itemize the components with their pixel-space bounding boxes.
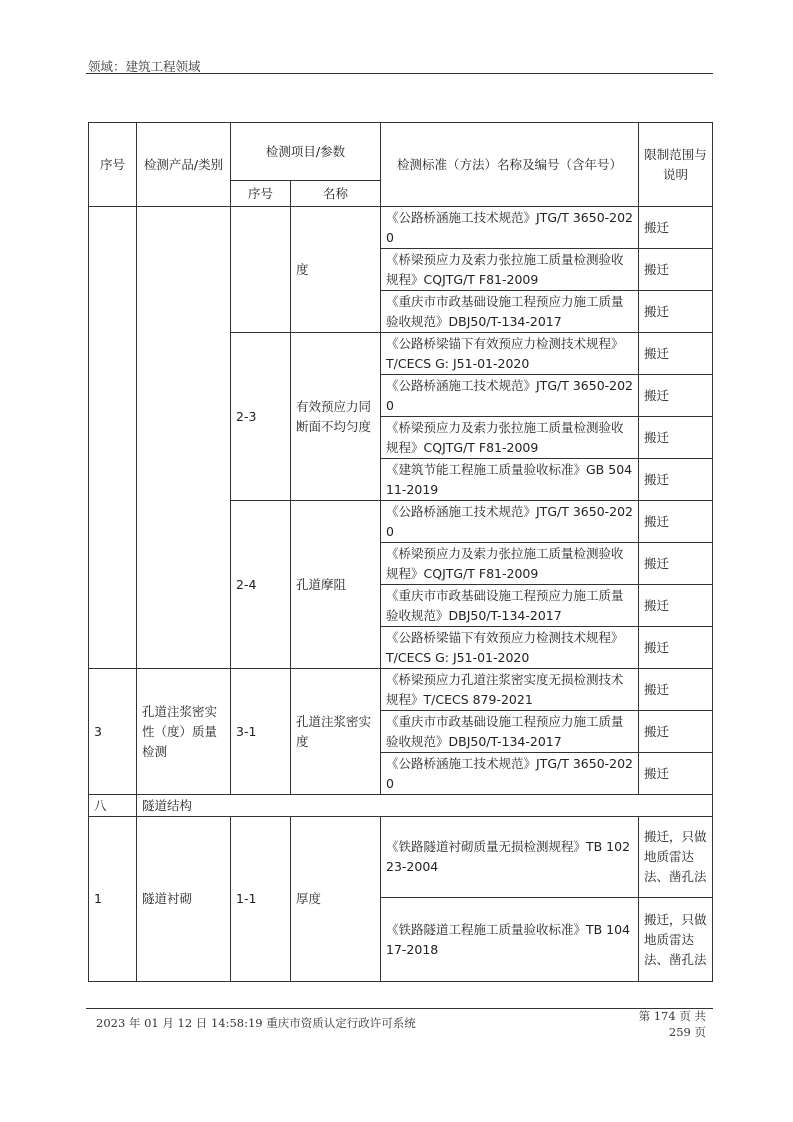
- table-cell-limit: 搬迁: [639, 669, 713, 711]
- table-cell-limit: 搬迁: [639, 627, 713, 669]
- table-cell-standard: 《铁路隧道工程施工质量验收标准》TB 10417-2018: [381, 898, 639, 982]
- table-cell-limit: 搬迁: [639, 417, 713, 459]
- table-cell-limit: 搬迁: [639, 585, 713, 627]
- table-cell-limit: 搬迁，只做地质雷达法、凿孔法: [639, 898, 713, 982]
- table-cell-standard: 《铁路隧道衬砌质量无损检测规程》TB 10223-2004: [381, 817, 639, 898]
- table-cell-limit: 搬迁，只做地质雷达法、凿孔法: [639, 817, 713, 898]
- header-standard: 检测标准（方法）名称及编号（含年号）: [381, 123, 639, 207]
- table-cell-item-name: 孔道注浆密实度: [291, 669, 381, 795]
- table-cell-limit: 搬迁: [639, 501, 713, 543]
- table-cell-standard: 《公路桥梁锚下有效预应力检测技术规程》T/CECS G: J51-01-2020: [381, 333, 639, 375]
- table-cell-item-name: 度: [291, 207, 381, 333]
- table-cell-item-seq: 1-1: [231, 817, 291, 982]
- table-cell-standard: 《重庆市市政基础设施工程预应力施工质量验收规范》DBJ50/T-134-2017: [381, 711, 639, 753]
- table-cell-standard: 《公路桥涵施工技术规范》JTG/T 3650-2020: [381, 375, 639, 417]
- section-title: 隧道结构: [137, 795, 713, 817]
- table-cell-item-seq: 3-1: [231, 669, 291, 795]
- header-item-seq: 序号: [231, 181, 291, 207]
- page-header-domain: 领域：建筑工程领域: [88, 59, 201, 74]
- table-cell-standard: 《公路桥涵施工技术规范》JTG/T 3650-2020: [381, 207, 639, 249]
- table-cell-seq: 3: [89, 669, 137, 795]
- header-seq: 序号: [89, 123, 137, 207]
- table-cell-standard: 《公路桥梁锚下有效预应力检测技术规程》T/CECS G: J51-01-2020: [381, 627, 639, 669]
- table-cell-limit: 搬迁: [639, 291, 713, 333]
- table-cell-item-seq: 2-3: [231, 333, 291, 501]
- table-cell-standard: 《桥梁预应力及索力张拉施工质量检测验收规程》CQJTG/T F81-2009: [381, 249, 639, 291]
- footer-divider: [86, 1008, 713, 1009]
- footer-page-info: 第 174 页 共 259 页: [638, 1009, 706, 1039]
- table-cell-limit: 搬迁: [639, 543, 713, 585]
- table-cell-limit: 搬迁: [639, 207, 713, 249]
- header-item-name: 名称: [291, 181, 381, 207]
- table-cell-product: 孔道注浆密实性（度）质量检测: [137, 669, 231, 795]
- table-cell-limit: 搬迁: [639, 459, 713, 501]
- table-cell-standard: 《建筑节能工程施工质量验收标准》GB 50411-2019: [381, 459, 639, 501]
- table-cell-standard: 《公路桥涵施工技术规范》JTG/T 3650-2020: [381, 501, 639, 543]
- header-item-param: 检测项目/参数: [231, 123, 381, 181]
- section-seq: 八: [89, 795, 137, 817]
- table-cell-limit: 搬迁: [639, 711, 713, 753]
- table-cell-limit: 搬迁: [639, 333, 713, 375]
- table-cell-product: [137, 207, 231, 669]
- table-cell-limit: 搬迁: [639, 375, 713, 417]
- table-cell-standard: 《桥梁预应力孔道注浆密实度无损检测技术规程》T/CECS 879-2021: [381, 669, 639, 711]
- table-cell-item-seq: [231, 207, 291, 333]
- table-cell-item-name: 有效预应力同断面不均匀度: [291, 333, 381, 501]
- table-cell-limit: 搬迁: [639, 753, 713, 795]
- table-cell-standard: 《重庆市市政基础设施工程预应力施工质量验收规范》DBJ50/T-134-2017: [381, 291, 639, 333]
- table-cell-standard: 《桥梁预应力及索力张拉施工质量检测验收规程》CQJTG/T F81-2009: [381, 543, 639, 585]
- table-cell-standard: 《公路桥涵施工技术规范》JTG/T 3650-2020: [381, 753, 639, 795]
- table-cell-product: 隧道衬砌: [137, 817, 231, 982]
- table-cell-limit: 搬迁: [639, 249, 713, 291]
- header-product: 检测产品/类别: [137, 123, 231, 207]
- table-cell-seq: 1: [89, 817, 137, 982]
- table-cell-item-name: 孔道摩阻: [291, 501, 381, 669]
- table-cell-seq: [89, 207, 137, 669]
- table-cell-item-name: 厚度: [291, 817, 381, 982]
- table-cell-standard: 《桥梁预应力及索力张拉施工质量检测验收规程》CQJTG/T F81-2009: [381, 417, 639, 459]
- inspection-scope-table: [88, 122, 713, 982]
- table-cell-standard: 《重庆市市政基础设施工程预应力施工质量验收规范》DBJ50/T-134-2017: [381, 585, 639, 627]
- header-divider: [86, 73, 713, 74]
- header-limit: 限制范围与说明: [639, 123, 713, 207]
- footer-timestamp-system: 2023 年 01 月 12 日 14:58:19 重庆市资质认定行政许可系统: [96, 1016, 416, 1030]
- table-cell-item-seq: 2-4: [231, 501, 291, 669]
